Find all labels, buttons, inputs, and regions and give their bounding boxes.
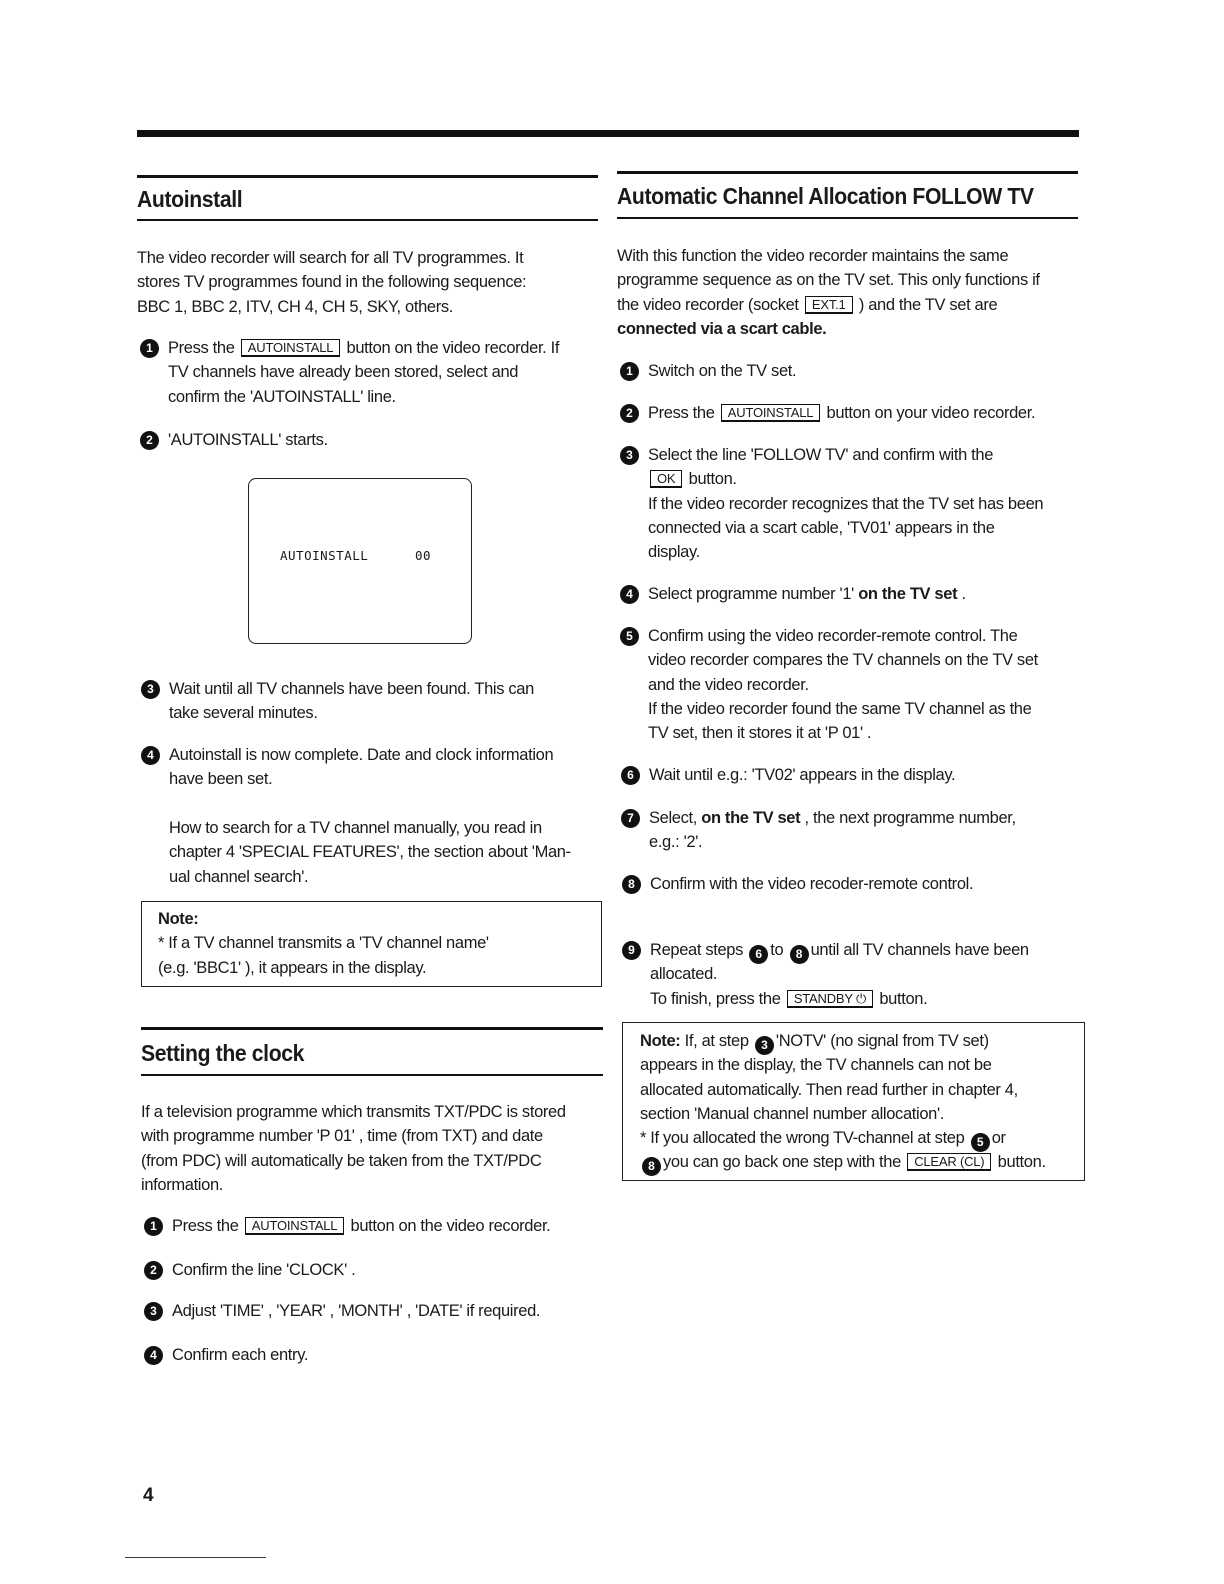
button-key-label: AUTOINSTALL (245, 1217, 344, 1235)
text-line (169, 677, 534, 701)
text: Select programme number '1' (648, 585, 859, 603)
step-number-icon: 1 (620, 362, 639, 381)
text: BBC 1, BBC 2, ITV, CH 4, CH 5, SKY, others. (137, 297, 454, 316)
autoinstall-intro (137, 246, 526, 319)
text: section 'Manual channel number allocation'. (640, 1104, 945, 1123)
text: allocated. (650, 965, 718, 984)
text: If the video recorder found the same TV channel as the (648, 699, 1032, 718)
text: The video recorder will search for all TV programmes. It (137, 249, 524, 267)
text-line (648, 624, 1038, 648)
text: video recorder compares the TV channels on the TV set (648, 651, 1038, 670)
text-line (158, 931, 489, 955)
autoinstall-step-3 (147, 677, 534, 726)
text-line (648, 697, 1038, 721)
text-line (650, 872, 973, 896)
step-reference-icon: 8 (790, 945, 809, 964)
text-line (168, 385, 559, 409)
step-number-icon: 9 (622, 941, 641, 960)
text: take several minutes. (169, 704, 318, 723)
text-line (650, 938, 1029, 962)
bold-text: connected via a scart cable. (617, 319, 827, 338)
text-line (172, 1299, 540, 1323)
clock-step-4 (150, 1343, 309, 1367)
follow-step-8 (628, 872, 974, 896)
button-key-label: EXT.1 (805, 296, 853, 314)
text: button. (684, 470, 737, 489)
text-line (649, 806, 1016, 830)
autoinstall-step-4 (147, 743, 554, 792)
text: If, at step (680, 1032, 753, 1050)
text: Press the (648, 404, 719, 422)
step-number-icon: 2 (144, 1261, 163, 1280)
text-line (650, 962, 1029, 986)
follow-step-4 (626, 582, 966, 606)
divider (141, 1027, 603, 1030)
text-line (168, 360, 559, 384)
step-number-icon: 5 (620, 627, 639, 646)
text: . (957, 585, 966, 603)
text: If a television programme which transmits TXT/PDC is stored (141, 1103, 566, 1121)
text: ual channel search'. (169, 867, 309, 886)
step-reference-icon: 3 (755, 1036, 774, 1055)
step-number-icon: 3 (141, 680, 160, 699)
step-number-icon: 2 (140, 431, 159, 450)
text-line (617, 268, 1040, 292)
text: button on your video recorder. (822, 404, 1036, 422)
text-line (172, 1343, 308, 1367)
autoinstall-note (158, 907, 489, 980)
text: have been set. (169, 770, 273, 789)
text: Autoinstall is now complete. Date and clock information (169, 746, 554, 764)
follow-step-6 (627, 763, 956, 787)
text: With this function the video recorder maintains the same (617, 247, 1009, 265)
text: * If a TV channel transmits a 'TV channel name' (158, 934, 489, 953)
text: Select the line 'FOLLOW TV' and confirm with the (648, 446, 994, 464)
text: display. (648, 543, 700, 562)
text: e.g.: '2'. (649, 833, 703, 852)
step-reference-icon: 6 (749, 945, 768, 964)
manual-search-hint (169, 816, 571, 889)
text-line (158, 907, 489, 931)
text-line (617, 244, 1040, 268)
text-line (172, 1214, 550, 1238)
text: Wait until e.g.: 'TV02' appears in the display. (649, 766, 956, 784)
step-number-icon: 1 (144, 1217, 163, 1236)
text: Confirm the line 'CLOCK' . (172, 1261, 356, 1279)
step-reference-icon: 5 (971, 1133, 990, 1152)
display-value: 00 (415, 548, 432, 563)
text: programme sequence as on the TV set. This only functions if (617, 271, 1040, 290)
step-number-icon: 8 (622, 875, 641, 894)
text: and the video recorder. (648, 675, 809, 694)
text: Press the (172, 1217, 243, 1235)
divider (137, 175, 598, 178)
button-key-label: AUTOINSTALL (721, 404, 820, 422)
text-line (168, 336, 559, 360)
text-line (648, 582, 966, 606)
text: confirm the 'AUTOINSTALL' line. (168, 387, 396, 406)
text-line (169, 840, 571, 864)
text: Repeat steps (650, 941, 748, 959)
text: Switch on the TV set. (648, 362, 797, 380)
text-line (141, 1124, 566, 1148)
text-line (640, 1126, 1046, 1150)
divider (617, 217, 1078, 219)
text: (from PDC) will automatically be taken from the TXT/PDC (141, 1151, 542, 1170)
step-number-icon: 4 (141, 746, 160, 765)
text-line (640, 1102, 1046, 1126)
text: until all TV channels have been (810, 941, 1029, 959)
step-number-icon: 6 (621, 766, 640, 785)
bold-text: Note: (640, 1032, 681, 1050)
step-number-icon: 1 (140, 339, 159, 358)
text-line (648, 359, 796, 383)
text: Confirm with the video recoder-remote control. (650, 875, 974, 893)
text: button. (875, 989, 928, 1008)
text-line (141, 1149, 566, 1173)
text-line (640, 1029, 1046, 1053)
text: If the video recorder recognizes that the TV set has been (648, 494, 1044, 513)
text: TV set, then it stores it at 'P 01' . (648, 724, 872, 743)
autoinstall-heading: Autoinstall (137, 186, 243, 212)
text: appears in the display, the TV channels can not be (640, 1056, 992, 1075)
clock-step-2 (150, 1258, 356, 1282)
text-line (650, 987, 1029, 1011)
text: * If you allocated the wrong TV-channel at step (640, 1129, 969, 1148)
text: Press the (168, 339, 239, 357)
text-line (648, 721, 1038, 745)
text-line (640, 1053, 1046, 1077)
text-line (648, 492, 1043, 516)
text-line (648, 401, 1035, 425)
text-line (640, 1150, 1046, 1174)
text: you can go back one step with the (663, 1153, 906, 1172)
text-line (640, 1078, 1046, 1102)
text-line (648, 540, 1043, 564)
text-line (649, 830, 1016, 854)
autoinstall-step-2 (146, 428, 328, 452)
text: button on the video recorder. If (342, 339, 560, 357)
text-line (169, 816, 571, 840)
text: Confirm using the video recorder-remote control. The (648, 627, 1018, 645)
divider (141, 1074, 603, 1076)
text: ) and the TV set are (854, 295, 998, 314)
text: Wait until all TV channels have been found. This can (169, 680, 534, 698)
text-line (137, 270, 526, 294)
step-number-icon: 2 (620, 404, 639, 423)
text: the video recorder (socket (617, 295, 803, 314)
display-panel (248, 478, 472, 644)
divider (137, 219, 598, 221)
page-number: 4 (143, 1485, 154, 1506)
clock-step-1 (150, 1214, 551, 1238)
text-line (137, 246, 526, 270)
text-line (648, 673, 1038, 697)
step-number-icon: 4 (144, 1346, 163, 1365)
text: allocated automatically. Then read further in chapter 4, (640, 1080, 1018, 1099)
follow-step-7 (627, 806, 1016, 855)
text: To finish, press the (650, 989, 785, 1008)
text: information. (141, 1175, 224, 1194)
text-line (648, 516, 1043, 540)
divider (617, 171, 1078, 174)
follow-tv-note (640, 1029, 1046, 1175)
step-reference-icon: 8 (642, 1157, 661, 1176)
text: button on the video recorder. (346, 1217, 551, 1235)
text-line (169, 767, 553, 791)
text: Confirm each entry. (172, 1346, 309, 1364)
text-line (141, 1100, 566, 1124)
text: 'AUTOINSTALL' starts. (168, 431, 328, 449)
bold-text: on the TV set (701, 809, 801, 827)
text-line (158, 956, 489, 980)
step-number-icon: 3 (620, 446, 639, 465)
text: Select, (649, 809, 702, 827)
clock-step-3 (150, 1299, 541, 1323)
text: (e.g. 'BBC1' ), it appears in the display. (158, 958, 427, 977)
setting-clock-heading: Setting the clock (141, 1040, 305, 1066)
bold-text: on the TV set (858, 585, 958, 603)
text: connected via a scart cable, 'TV01' appears in the (648, 518, 995, 537)
text-line (648, 443, 1043, 467)
text-line (172, 1258, 355, 1282)
step-number-icon: 7 (621, 809, 640, 828)
button-key-label: CLEAR (CL) (907, 1153, 991, 1171)
text-line (169, 743, 553, 767)
text-line (137, 295, 526, 319)
text: to (770, 941, 788, 959)
text-line (649, 763, 955, 787)
text: chapter 4 'SPECIAL FEATURES', the section about 'Man- (169, 843, 571, 862)
text: 'NOTV' (no signal from TV set) (775, 1032, 989, 1050)
autoinstall-step-1 (146, 336, 560, 409)
scan-line (125, 1557, 266, 1558)
step-number-icon: 4 (620, 585, 639, 604)
text-line (141, 1173, 566, 1197)
text: stores TV programmes found in the following sequence: (137, 273, 527, 292)
text: button. (993, 1153, 1046, 1172)
button-key-label: OK (650, 470, 682, 488)
follow-tv-heading: Automatic Channel Allocation FOLLOW TV (617, 183, 1034, 209)
text: How to search for a TV channel manually, you read in (169, 819, 542, 837)
text-line (168, 428, 328, 452)
text: TV channels have already been stored, select and (168, 363, 519, 382)
display-label: AUTOINSTALL (280, 548, 369, 563)
text-line (648, 467, 1043, 491)
text-line (169, 701, 534, 725)
text-line (617, 293, 1040, 317)
follow-step-2 (626, 401, 1036, 425)
follow-step-5 (626, 624, 1038, 745)
follow-step-9 (628, 938, 1029, 1011)
text: with programme number 'P 01' , time (from TXT) and date (141, 1127, 543, 1146)
follow-step-3 (626, 443, 1044, 564)
text: or (991, 1129, 1006, 1148)
text: Adjust 'TIME' , 'YEAR' , 'MONTH' , 'DATE' if required. (172, 1302, 541, 1320)
clock-intro (141, 1100, 566, 1197)
text: , the next programme number, (800, 809, 1016, 827)
text-line (617, 317, 1040, 341)
button-key-label: STANDBY ⏻ (787, 990, 873, 1008)
follow-tv-intro (617, 244, 1040, 341)
text-line (169, 865, 571, 889)
top-bar (137, 130, 1079, 137)
text-line (648, 648, 1038, 672)
button-key-label: AUTOINSTALL (241, 339, 340, 357)
follow-step-1 (626, 359, 797, 383)
bold-text: Note: (158, 910, 199, 928)
step-number-icon: 3 (144, 1302, 163, 1321)
